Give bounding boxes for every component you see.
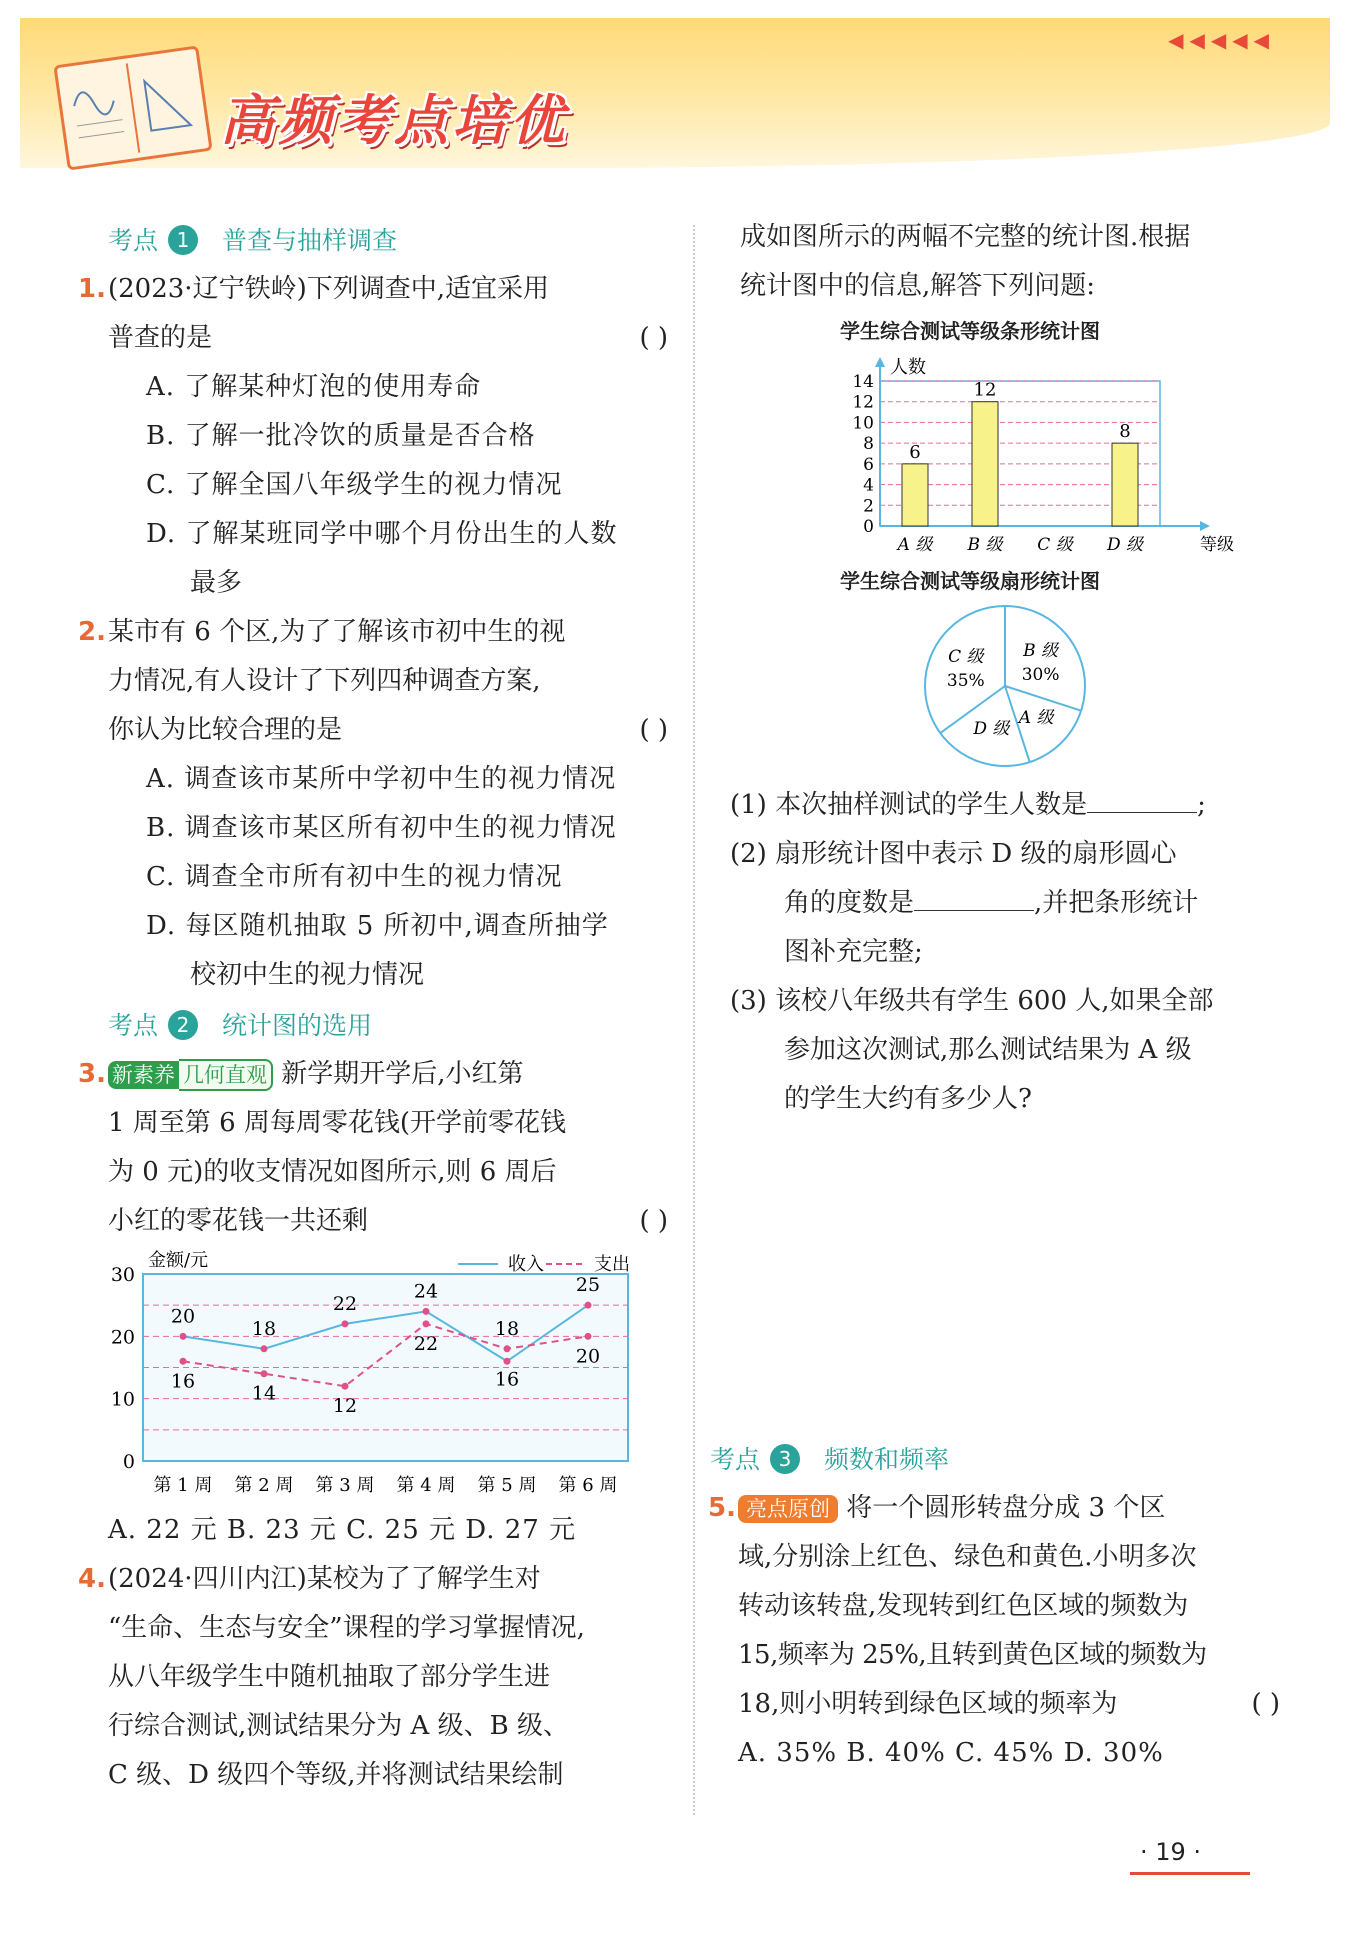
page-number: · 19 · bbox=[1140, 1838, 1202, 1866]
pie-slice-label: D 级 bbox=[973, 718, 1010, 739]
expense-value-label: 14 bbox=[251, 1382, 277, 1405]
option-a: A. 调查该市某所中学初中生的视力情况 bbox=[146, 764, 617, 794]
income-point bbox=[504, 1358, 511, 1365]
y-axis-arrow bbox=[875, 357, 885, 367]
question-5 bbox=[708, 1484, 1280, 1778]
x-tick-label: 第 5 周 bbox=[477, 1475, 537, 1496]
question-stem: “生命、生态与安全”课程的学习掌握情况, bbox=[108, 1613, 585, 1643]
page-number-underline bbox=[1130, 1872, 1250, 1875]
sub-question-2: (2) 扇形统计图中表示 D 级的扇形圆心 bbox=[730, 839, 1177, 869]
option-d-cont: 校初中生的视力情况 bbox=[190, 960, 425, 990]
answer-space bbox=[740, 1124, 1280, 1434]
answer-paren: ( ) bbox=[639, 323, 668, 353]
question-stem bbox=[108, 314, 668, 363]
income-value-label: 20 bbox=[170, 1305, 196, 1328]
sub-question-3: (3) 该校八年级共有学生 600 人,如果全部 bbox=[730, 986, 1214, 1016]
income-point bbox=[261, 1345, 268, 1352]
question-number: 1. bbox=[78, 274, 106, 304]
option-d: D. 每区随机抽取 5 所初中,调查所抽学 bbox=[146, 911, 609, 941]
question-stem: 行综合测试,测试结果分为 A 级、B 级、 bbox=[108, 1711, 569, 1741]
expense-value-label: 18 bbox=[494, 1317, 520, 1340]
x-tick-label: D 级 bbox=[1106, 535, 1144, 555]
stem-text: 小红的零花钱一共还剩 bbox=[108, 1206, 369, 1236]
y-tick-label: 12 bbox=[852, 392, 874, 413]
question-stem: 转动该转盘,发现转到红色区域的频数为 bbox=[738, 1591, 1189, 1621]
kaodian-number: 3 bbox=[770, 1444, 800, 1474]
income-point bbox=[180, 1333, 187, 1340]
pie-chart bbox=[740, 601, 1220, 781]
legend-income: 收入 bbox=[508, 1254, 544, 1275]
sub-text: ,并把条形统计 bbox=[1034, 888, 1199, 918]
stem-text: 将一个圆形转盘分成 3 个区 bbox=[846, 1493, 1166, 1523]
bar-chart-title: 学生综合测试等级条形统计图 bbox=[840, 319, 1100, 343]
x-tick-label: B 级 bbox=[967, 535, 1003, 555]
pie-slice-label: C 级 bbox=[948, 647, 984, 668]
sub-question-1 bbox=[730, 781, 1280, 830]
sub-question-2-cont bbox=[740, 879, 1280, 928]
tag-geometry: 几何直观 bbox=[179, 1059, 273, 1091]
expense-point bbox=[180, 1358, 187, 1365]
income-point bbox=[342, 1320, 349, 1327]
kaodian-2 bbox=[108, 1000, 668, 1050]
y-axis-label: 人数 bbox=[890, 357, 926, 378]
question-stem: (2024·四川内江)某校为了了解学生对 bbox=[108, 1564, 541, 1594]
question-stem bbox=[108, 1050, 668, 1099]
y-tick-label: 30 bbox=[110, 1264, 135, 1286]
answer-blank[interactable] bbox=[1087, 782, 1197, 813]
expense-point bbox=[342, 1383, 349, 1390]
income-value-label: 22 bbox=[332, 1292, 358, 1315]
x-tick-label: A 级 bbox=[897, 535, 933, 555]
question-3 bbox=[78, 1050, 668, 1555]
sub-question-3-cont: 的学生大约有多少人? bbox=[784, 1084, 1032, 1114]
option-c: C. 了解全国八年级学生的视力情况 bbox=[146, 470, 563, 500]
income-value-label: 25 bbox=[575, 1274, 601, 1297]
question-stem: (2023·辽宁铁岭)下列调查中,适宜采用 bbox=[108, 274, 549, 304]
stem-text: 新学期开学后,小红第 bbox=[281, 1059, 524, 1089]
stem-text: 18,则小明转到绿色区域的频率为 bbox=[738, 1689, 1118, 1719]
question-number: 5. bbox=[708, 1493, 736, 1523]
question-stem bbox=[108, 706, 668, 755]
answer-paren: ( ) bbox=[1251, 1689, 1280, 1719]
question-stem bbox=[738, 1484, 1280, 1533]
header-banner bbox=[20, 18, 1330, 168]
y-tick-label: 8 bbox=[863, 434, 874, 455]
pie-chart-title: 学生综合测试等级扇形统计图 bbox=[840, 569, 1100, 593]
continued-text: 统计图中的信息,解答下列问题: bbox=[740, 271, 1096, 301]
option-b: B. 调查该市某区所有初中生的视力情况 bbox=[146, 813, 617, 843]
expense-point bbox=[585, 1333, 592, 1340]
income-point bbox=[585, 1302, 592, 1309]
y-tick-label: 10 bbox=[852, 413, 874, 434]
continued-text: 成如图所示的两幅不完整的统计图.根据 bbox=[740, 222, 1191, 252]
stem-text: 你认为比较合理的是 bbox=[108, 715, 343, 745]
x-tick-label: 第 3 周 bbox=[315, 1475, 375, 1496]
bar bbox=[972, 402, 998, 526]
answer-paren: ( ) bbox=[639, 715, 668, 745]
answer-paren: ( ) bbox=[639, 1206, 668, 1236]
sub-question-2-cont: 图补充完整; bbox=[784, 937, 923, 967]
bar-value-label: 6 bbox=[909, 441, 921, 463]
bar-chart bbox=[830, 351, 1310, 561]
expense-value-label: 22 bbox=[413, 1332, 439, 1355]
kaodian-number: 2 bbox=[168, 1010, 198, 1040]
expense-value-label: 20 bbox=[575, 1345, 601, 1368]
question-stem: C 级、D 级四个等级,并将测试结果绘制 bbox=[108, 1760, 564, 1790]
question-options: A. 35% B. 40% C. 45% D. 30% bbox=[738, 1738, 1164, 1768]
page-title: 高频考点培优 bbox=[220, 89, 568, 152]
kaodian-label: 考点 bbox=[710, 1444, 761, 1474]
question-2 bbox=[78, 608, 668, 1000]
income-value-label: 18 bbox=[251, 1317, 277, 1340]
question-stem bbox=[108, 1197, 668, 1246]
column-divider bbox=[693, 225, 695, 1815]
question-number: 3. bbox=[78, 1059, 106, 1089]
x-tick-label: 第 2 周 bbox=[234, 1475, 294, 1496]
kaodian-1 bbox=[108, 215, 668, 265]
income-point bbox=[423, 1308, 430, 1315]
pie-slice-label: A 级 bbox=[1018, 708, 1054, 729]
y-tick-label: 0 bbox=[863, 517, 874, 537]
line-chart bbox=[68, 1246, 638, 1506]
x-tick-label: C 级 bbox=[1037, 535, 1073, 555]
bar bbox=[902, 464, 928, 526]
question-options: A. 22 元 B. 23 元 C. 25 元 D. 27 元 bbox=[108, 1515, 577, 1545]
y-tick-label: 0 bbox=[122, 1451, 135, 1473]
expense-value-label: 12 bbox=[332, 1395, 358, 1418]
y-axis-label: 金额/元 bbox=[148, 1250, 209, 1271]
kaodian-title: 统计图的选用 bbox=[222, 1010, 373, 1040]
option-b: B. 了解一批冷饮的质量是否合格 bbox=[146, 421, 536, 451]
kaodian-3 bbox=[710, 1434, 1280, 1484]
right-column bbox=[708, 215, 1280, 1778]
y-tick-label: 6 bbox=[863, 454, 874, 475]
answer-blank[interactable] bbox=[914, 880, 1034, 911]
x-tick-label: 第 6 周 bbox=[558, 1475, 618, 1496]
question-stem: 15,频率为 25%,且转到黄色区域的频数为 bbox=[738, 1640, 1207, 1670]
x-tick-label: 第 4 周 bbox=[396, 1475, 456, 1496]
question-number: 4. bbox=[78, 1564, 106, 1594]
tag-new-literacy: 新素养 bbox=[108, 1061, 179, 1089]
question-number: 2. bbox=[78, 617, 106, 647]
question-4 bbox=[78, 1555, 668, 1800]
income-value-label: 24 bbox=[413, 1280, 439, 1303]
tag-original: 亮点原创 bbox=[738, 1495, 838, 1523]
pie-slice-value: 35% bbox=[946, 671, 985, 692]
bar-value-label: 12 bbox=[973, 379, 997, 401]
left-column bbox=[78, 215, 668, 1800]
bar-value-label: 8 bbox=[1119, 421, 1131, 443]
sub-text: 角的度数是 bbox=[784, 888, 915, 918]
x-axis-arrow bbox=[1200, 521, 1210, 531]
x-axis-label: 等级 bbox=[1200, 535, 1234, 555]
option-a: A. 了解某种灯泡的使用寿命 bbox=[146, 372, 482, 402]
bar bbox=[1112, 443, 1138, 526]
y-tick-label: 4 bbox=[863, 475, 874, 496]
option-d-cont: 最多 bbox=[190, 568, 243, 598]
question-stem: 从八年级学生中随机抽取了部分学生进 bbox=[108, 1662, 551, 1692]
y-tick-label: 20 bbox=[110, 1326, 135, 1349]
question-stem: 某市有 6 个区,为了了解该市初中生的视 bbox=[108, 617, 566, 647]
notebook-icon bbox=[53, 45, 212, 170]
x-tick-label: 第 1 周 bbox=[153, 1475, 213, 1496]
y-tick-label: 10 bbox=[110, 1388, 135, 1411]
stem-text: 普查的是 bbox=[108, 323, 213, 353]
kaodian-title: 普查与抽样调查 bbox=[222, 225, 398, 255]
option-c: C. 调查全市所有初中生的视力情况 bbox=[146, 862, 563, 892]
kaodian-label: 考点 bbox=[108, 225, 159, 255]
question-stem: 域,分别涂上红色、绿色和黄色.小明多次 bbox=[738, 1542, 1197, 1572]
expense-point bbox=[504, 1345, 511, 1352]
sub-text-end: ; bbox=[1197, 790, 1206, 820]
kaodian-title: 频数和频率 bbox=[824, 1444, 950, 1474]
question-stem: 为 0 元)的收支情况如图所示,则 6 周后 bbox=[108, 1157, 557, 1187]
question-1 bbox=[78, 265, 668, 608]
expense-value-label: 16 bbox=[170, 1370, 196, 1393]
question-stem bbox=[738, 1680, 1280, 1729]
expense-point bbox=[423, 1320, 430, 1327]
kaodian-number: 1 bbox=[168, 225, 198, 255]
question-stem: 力情况,有人设计了下列四种调查方案, bbox=[108, 666, 541, 696]
option-d: D. 了解某班同学中哪个月份出生的人数 bbox=[146, 519, 618, 549]
y-tick-label: 14 bbox=[852, 372, 874, 392]
decorative-triangles: ◀◀◀◀◀ bbox=[1168, 28, 1275, 52]
sub-text: (1) 本次抽样测试的学生人数是 bbox=[730, 790, 1088, 820]
y-tick-label: 2 bbox=[863, 496, 874, 517]
expense-point bbox=[261, 1370, 268, 1377]
question-stem: 1 周至第 6 周每周零花钱(开学前零花钱 bbox=[108, 1108, 567, 1138]
income-value-label: 16 bbox=[494, 1368, 520, 1391]
legend-expense: 支出 bbox=[594, 1254, 630, 1275]
sub-question-3-cont: 参加这次测试,那么测试结果为 A 级 bbox=[784, 1035, 1192, 1065]
pie-slice-label: B 级 bbox=[1023, 641, 1059, 662]
kaodian-label: 考点 bbox=[108, 1010, 159, 1040]
pie-slice-value: 30% bbox=[1021, 665, 1060, 686]
